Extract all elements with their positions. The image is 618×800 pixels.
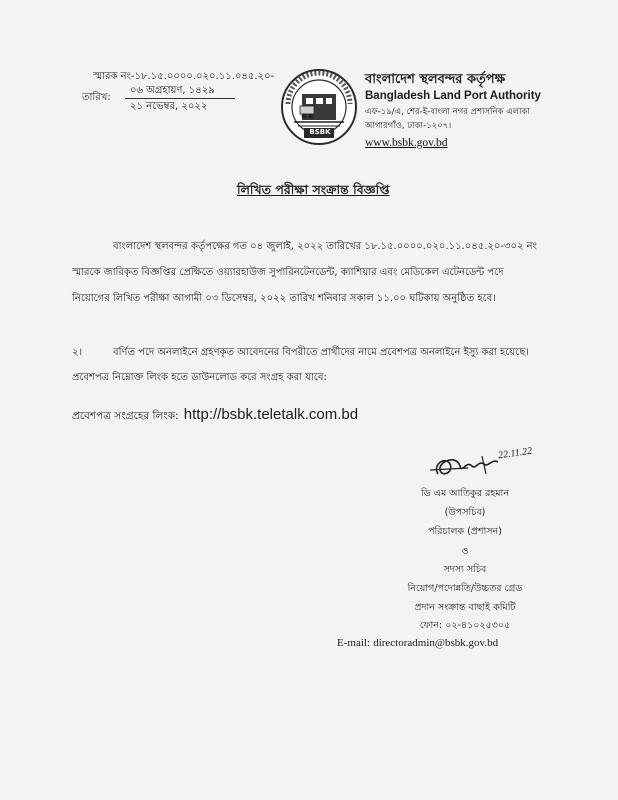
memo-date-english: ২১ নভেম্বর, ২০২২ xyxy=(130,101,208,112)
signatory-conjunction: ও xyxy=(461,546,469,557)
bsbk-logo xyxy=(280,68,358,146)
link-label: প্রবেশপত্র সংগ্রহের লিংক: xyxy=(72,410,179,422)
admit-card-link[interactable]: http://bsbk.teletalk.com.bd xyxy=(183,406,359,423)
paragraph1-line3: নিয়োগের লিখিত পরীক্ষা আগামী ০৩ ডিসেম্বর, ২০২২ তারিখ শনিবার সকাল ১১.০০ ঘটিকায় অনুষ্ঠিত হবে। xyxy=(72,293,496,304)
org-address-line2: আগারগাঁও, ঢাকা-১২০৭। xyxy=(365,121,452,131)
org-website-link[interactable]: www.bsbk.gov.bd xyxy=(365,137,448,149)
signed-date: 22.11.22 xyxy=(497,445,533,462)
signature xyxy=(428,446,558,488)
signature-scribble xyxy=(428,446,558,488)
admit-card-link-row xyxy=(72,404,358,426)
signatory-designation3: সদস্য সচিব xyxy=(443,564,487,575)
memo-ref-value: ১৮.১৫.০০০০.০২০.১১.০৪৫.২০- xyxy=(134,71,275,82)
paragraph2-number: ২। xyxy=(72,347,83,358)
signatory-name: ডি এম আতিকুর রহমান xyxy=(421,488,509,499)
memo-reference xyxy=(93,70,274,83)
phone-number: ফোন: ০২-৪১০২৫৩০৫ xyxy=(419,620,511,631)
committee-line1: নিয়োগ/পদোন্নতি/উচ্চতর গ্রেড xyxy=(407,583,523,594)
memo-date-label: তারিখ: xyxy=(82,92,111,103)
org-address-line1: এফ-১৯/এ, শের-ই-বাংলা নগর প্রশাসনিক এলাকা xyxy=(365,107,530,117)
signatory-designation2: পরিচালক (প্রশাসন) xyxy=(428,526,502,537)
org-name-bangla: বাংলাদেশ স্থলবন্দর কর্তৃপক্ষ xyxy=(365,72,506,87)
org-name-english: Bangladesh Land Port Authority xyxy=(365,90,541,102)
committee-line2: প্রদান সংক্রান্ত বাছাই কমিটি xyxy=(414,602,516,613)
logo-text: BSBK xyxy=(309,128,331,136)
signatory-designation1: (উপসচিব) xyxy=(444,507,486,518)
email-label: E-mail: xyxy=(337,637,370,649)
paragraph2-line2: প্রবেশপত্র নিম্নোক্ত লিংক হতে ডাউনলোড করে সংগ্রহ করা যাবে: xyxy=(72,372,327,383)
email-address[interactable]: directoradmin@bsbk.gov.bd xyxy=(373,637,499,649)
date-divider xyxy=(125,98,235,99)
notice-title: লিখিত পরীক্ষা সংক্রান্ত বিজ্ঞপ্তি xyxy=(237,182,390,197)
paragraph2-line1: বর্ণিত পদে অনলাইনে গ্রহণকৃত আবেদনের বিপরীতে প্রার্থীদের নামে প্রবেশপত্র অনলাইনে ইস্যু করা হয়েছে। xyxy=(113,347,529,358)
memo-ref-label: স্মারক নং- xyxy=(93,71,135,82)
email-row xyxy=(337,637,498,649)
memo-date-bangla: ০৬ অগ্রহায়ণ, ১৪২৯ xyxy=(130,85,215,96)
paragraph1-line2: স্মারকে জারিকৃত বিজ্ঞপ্তির প্রেক্ষিতে ওয়্যারহাউজ সুপারিনটেনডেন্ট, ক্যাশিয়ার এবং মেডিকেল এটেনডেন্ট পদে xyxy=(72,267,504,278)
paragraph1-line1: বাংলাদেশ স্থলবন্দর কর্তৃপক্ষের গত ০৪ জুলাই, ২০২২ তারিখের ১৮.১৫.০০০০.০২০.১১.০৪৫.২০-৩০২ নং xyxy=(113,241,537,252)
